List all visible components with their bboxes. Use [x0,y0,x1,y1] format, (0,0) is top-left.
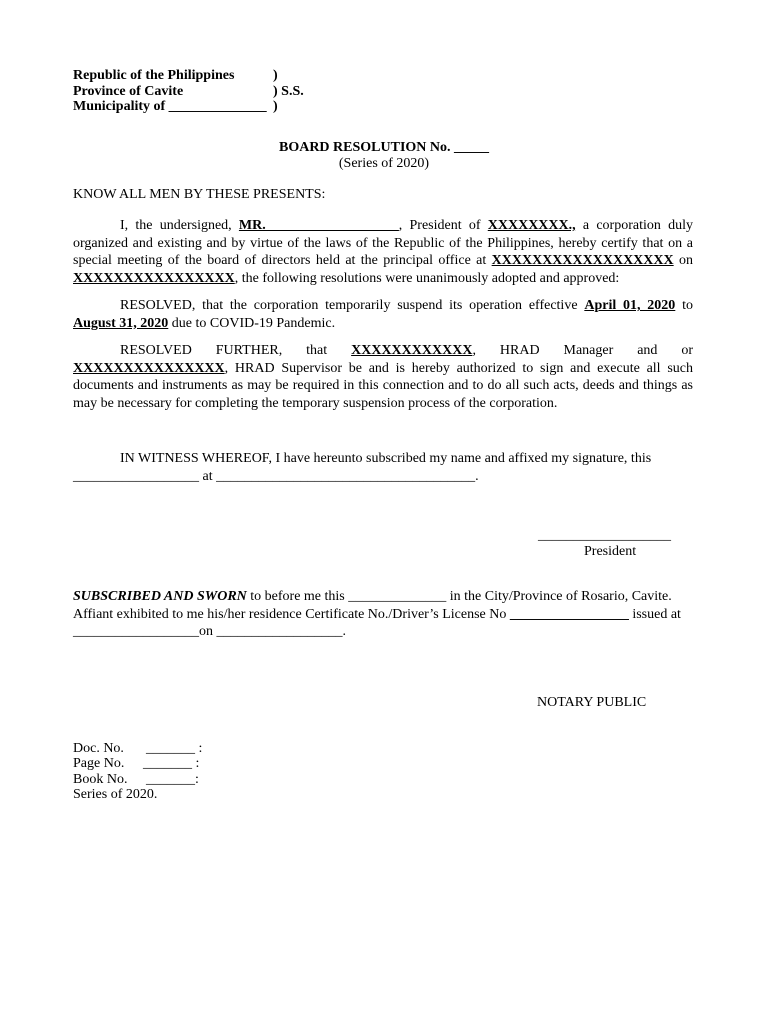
header-province-row [73,84,693,100]
resolution-closing: , HRAD Supervisor be and is hereby authorized to sign and execute all such documents and instruments as may be required in this connection and to do all such acts, deeds and things as may be necessary for completing the temporary suspension process of the corporation. [73,360,693,412]
docket-doc-colon: : [195,741,203,756]
certification-text: , President of [398,218,488,233]
office-address-field: XXXXXXXXXXXXXXXXXX [491,253,674,269]
jurisdiction-header [73,68,693,115]
title-block [0,140,768,171]
header-republic-mark: ) [273,68,278,83]
header-province: Province of Cavite [73,83,184,99]
manager-name-field: XXXXXXXXXXXX [351,343,473,358]
docket-series: Series of 2020. [73,786,158,802]
certification-text: a corporation duly organized and existing and by virtue of the laws of the Republic of the Philippines, hereby certify that on a special meeting of the board of directors held at the principal office at [73,218,693,269]
certification-text: on [673,253,694,269]
supervisor-name-field: XXXXXXXXXXXXXXX [73,360,225,376]
header-province-mark: ) S.S. [273,83,304,99]
signature-line: ___________________ [538,528,671,543]
resolution-text: to [675,298,693,313]
jurat-paragraph [73,588,693,641]
docket-page-colon: : [192,756,200,772]
president-name-field: MR.___________________ [238,218,399,233]
signatory-title: President [584,544,637,559]
jurat-closing: issued at __________________on __________________. [73,606,681,640]
resolution-suspension-paragraph [73,297,693,332]
start-date-field: April 01, 2020 [584,298,676,313]
license-number-field: _________________ [509,606,629,622]
resolution-lead: RESOLVED FURTHER, that [120,343,352,358]
resolution-lead: RESOLVED, that the corporation temporarily suspend its operation effective [120,298,585,313]
docket-doc-label: Doc. No. [73,741,124,756]
document-title: BOARD RESOLUTION No. _____ [278,140,490,155]
witness-paragraph: IN WITNESS WHEREOF, I have hereunto subscribed my name and affixed my signature, this __________________ at _____________________________________. [73,451,652,484]
header-republic-row [73,68,693,84]
certification-closing: , the following resolutions were unanimously adopted and approved: [234,271,620,287]
salutation: KNOW ALL MEN BY THESE PRESENTS: [73,187,326,202]
header-municipality-mark: ) [273,99,278,114]
certification-paragraph [73,217,693,288]
notarial-docket [73,741,693,802]
docket-book-row [73,772,693,787]
docket-page-label: Page No. [73,756,125,772]
notary-public-label: NOTARY PUBLIC [537,695,647,710]
docket-doc-blank: _______ [146,741,195,756]
docket-doc-row [73,741,693,756]
meeting-date-field: XXXXXXXXXXXXXXXX [73,271,235,287]
resolution-closing: due to COVID-19 Pandemic. [168,315,336,331]
docket-page-row [73,756,693,771]
docket-book-label: Book No. [73,771,128,787]
jurat-text: to before me this ______________ in the City/Province of Rosario, Cavite. Affiant exhibited to me his/her residence Certificate No./Driver’s License No [73,589,672,622]
docket-book-colon: : [195,771,199,787]
docket-book-blank: _______ [146,771,195,787]
end-date-field: August 31, 2020 [73,315,169,331]
header-republic: Republic of the Philippines [73,68,235,83]
header-municipality-row [73,99,693,115]
docket-page-blank: _______ [143,756,192,772]
corporation-name-field: XXXXXXXX., [487,218,576,233]
jurat-lead: SUBSCRIBED AND SWORN [73,589,247,604]
header-municipality: Municipality of ______________ [73,99,267,114]
resolution-authorization-paragraph [73,342,693,413]
resolution-text: , HRAD Manager and or [472,343,694,358]
certification-intro: I, the undersigned, [120,218,239,233]
document-series: (Series of 2020) [338,155,430,171]
